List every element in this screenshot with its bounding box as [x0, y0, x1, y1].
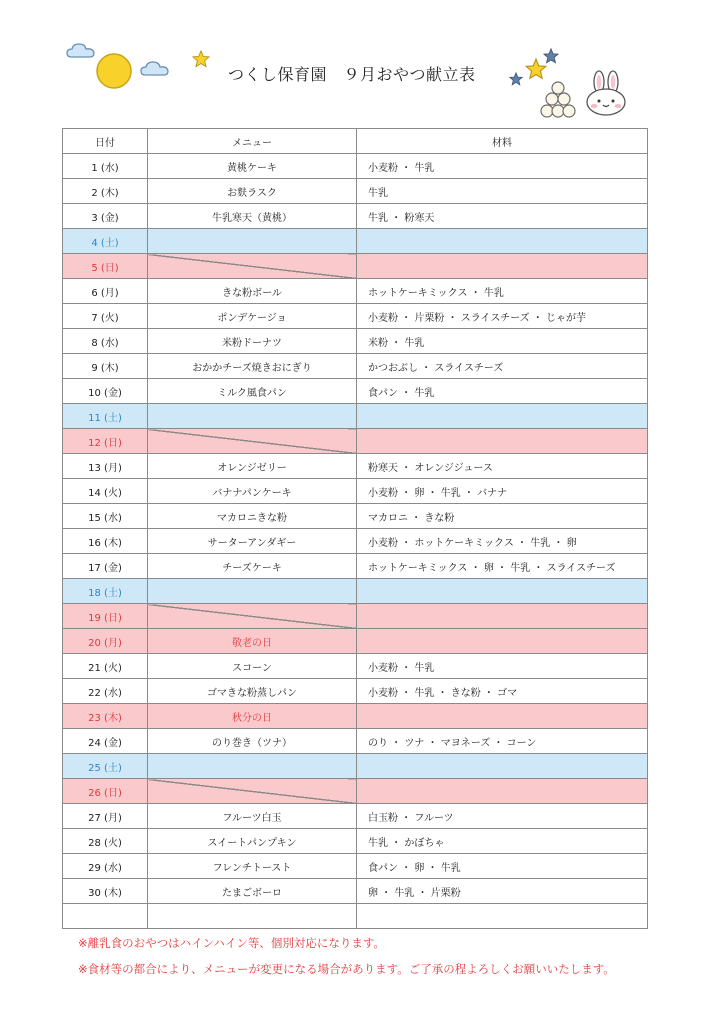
table-row [63, 804, 648, 829]
menu-cell [148, 579, 357, 604]
menu-cell: フレンチトースト [148, 854, 357, 879]
footnotes [78, 935, 615, 987]
star-icon [192, 50, 210, 68]
materials-cell: 小麦粉 ・ 牛乳 [357, 654, 648, 679]
materials-cell [357, 229, 648, 254]
table-row [63, 654, 648, 679]
date-cell: 29 (水) [63, 854, 148, 879]
date-cell: 17 (金) [63, 554, 148, 579]
materials-cell [357, 429, 648, 454]
materials-cell: 食パン ・ 牛乳 [357, 379, 648, 404]
menu-cell: 米粉ドーナツ [148, 329, 357, 354]
materials-cell: 牛乳 ・ 粉寒天 [357, 204, 648, 229]
menu-cell: のり巻き（ツナ） [148, 729, 357, 754]
menu-cell: マカロニきな粉 [148, 504, 357, 529]
footnote-weaning: ※離乳食のおやつはハインハイン等、個別対応になります。 [78, 936, 385, 950]
menu-cell: おかかチーズ焼きおにぎり [148, 354, 357, 379]
table-row [63, 354, 648, 379]
table-row [63, 329, 648, 354]
table-row [63, 829, 648, 854]
menu-cell [148, 404, 357, 429]
materials-cell [357, 904, 648, 929]
table-row [63, 379, 648, 404]
date-cell: 1 (水) [63, 154, 148, 179]
column-header-materials: 材料 [357, 129, 648, 154]
menu-cell: きな粉ボール [148, 279, 357, 304]
date-cell: 3 (金) [63, 204, 148, 229]
materials-cell: 卵 ・ 牛乳 ・ 片栗粉 [357, 879, 648, 904]
star-icon [509, 72, 523, 86]
table-row [63, 779, 648, 804]
column-header-menu: メニュー [148, 129, 357, 154]
menu-cell: ポンデケージョ [148, 304, 357, 329]
date-cell: 15 (水) [63, 504, 148, 529]
date-cell: 12 (日) [63, 429, 148, 454]
star-icon [525, 58, 547, 80]
table-row [63, 204, 648, 229]
table-row [63, 454, 648, 479]
page-title: つくし保育園 ９月おやつ献立表 [228, 65, 476, 84]
materials-cell: ホットケーキミックス ・ 牛乳 [357, 279, 648, 304]
date-cell: 8 (水) [63, 329, 148, 354]
date-cell: 7 (火) [63, 304, 148, 329]
menu-cell: ゴマきな粉蒸しパン [148, 679, 357, 704]
date-cell: 6 (月) [63, 279, 148, 304]
date-cell: 24 (金) [63, 729, 148, 754]
table-row [63, 579, 648, 604]
table-row [63, 229, 648, 254]
materials-cell [357, 629, 648, 654]
table-row [63, 704, 648, 729]
materials-cell: 牛乳 [357, 179, 648, 204]
table-row [63, 479, 648, 504]
menu-cell: たまごボーロ [148, 879, 357, 904]
menu-cell: サーターアンダギー [148, 529, 357, 554]
date-cell: 16 (木) [63, 529, 148, 554]
table-row [63, 729, 648, 754]
date-cell: 22 (水) [63, 679, 148, 704]
menu-cell: 秋分の日 [148, 704, 357, 729]
menu-cell [148, 229, 357, 254]
menu-cell: 黄桃ケーキ [148, 154, 357, 179]
date-cell: 18 (土) [63, 579, 148, 604]
materials-cell [357, 579, 648, 604]
materials-cell: 米粉 ・ 牛乳 [357, 329, 648, 354]
date-cell: 9 (木) [63, 354, 148, 379]
date-cell: 25 (土) [63, 754, 148, 779]
menu-cell [148, 254, 357, 279]
materials-cell: 小麦粉 ・ 片栗粉 ・ スライスチーズ ・ じゃが芋 [357, 304, 648, 329]
date-cell: 21 (火) [63, 654, 148, 679]
table-row [63, 629, 648, 654]
table-row [63, 179, 648, 204]
materials-cell [357, 779, 648, 804]
footnote-menu-change: ※食材等の都合により、メニューが変更になる場合があります。ご了承の程よろしくお願いいたします。 [78, 962, 615, 976]
menu-cell: お麩ラスク [148, 179, 357, 204]
date-cell: 19 (日) [63, 604, 148, 629]
menu-cell: オレンジゼリー [148, 454, 357, 479]
menu-cell: ミルク風食パン [148, 379, 357, 404]
date-cell: 26 (日) [63, 779, 148, 804]
table-row [63, 429, 648, 454]
menu-cell: チーズケーキ [148, 554, 357, 579]
date-cell: 5 (日) [63, 254, 148, 279]
date-cell: 20 (月) [63, 629, 148, 654]
menu-cell [148, 429, 357, 454]
date-cell: 27 (月) [63, 804, 148, 829]
date-cell: 23 (木) [63, 704, 148, 729]
table-row [63, 904, 648, 929]
menu-cell [148, 604, 357, 629]
moon-icon [95, 52, 133, 90]
date-cell: 14 (火) [63, 479, 148, 504]
date-cell: 2 (木) [63, 179, 148, 204]
materials-cell: 小麦粉 ・ 卵 ・ 牛乳 ・ バナナ [357, 479, 648, 504]
materials-cell [357, 254, 648, 279]
materials-cell: 小麦粉 ・ ホットケーキミックス ・ 牛乳 ・ 卵 [357, 529, 648, 554]
materials-cell: 牛乳 ・ かぼちゃ [357, 829, 648, 854]
materials-cell: のり ・ ツナ ・ マヨネーズ ・ コーン [357, 729, 648, 754]
rabbit-icon [584, 70, 628, 116]
date-cell: 11 (土) [63, 404, 148, 429]
table-row [63, 404, 648, 429]
table-row [63, 854, 648, 879]
materials-cell: マカロニ ・ きな粉 [357, 504, 648, 529]
table-header-row [63, 129, 648, 154]
cloud-icon [66, 42, 96, 60]
menu-cell: フルーツ白玉 [148, 804, 357, 829]
table-row [63, 504, 648, 529]
date-cell: 30 (木) [63, 879, 148, 904]
table-row [63, 754, 648, 779]
materials-cell: かつおぶし ・ スライスチーズ [357, 354, 648, 379]
date-cell: 4 (土) [63, 229, 148, 254]
menu-cell: 敬老の日 [148, 629, 357, 654]
menu-cell: 牛乳寒天（黄桃） [148, 204, 357, 229]
materials-cell: 食パン ・ 卵 ・ 牛乳 [357, 854, 648, 879]
materials-cell: 粉寒天 ・ オレンジジュース [357, 454, 648, 479]
table-row [63, 604, 648, 629]
date-cell [63, 904, 148, 929]
materials-cell [357, 404, 648, 429]
table-row [63, 529, 648, 554]
table-row [63, 304, 648, 329]
materials-cell [357, 604, 648, 629]
column-header-date: 日付 [63, 129, 148, 154]
table-row [63, 154, 648, 179]
date-cell: 10 (金) [63, 379, 148, 404]
materials-cell: 小麦粉 ・ 牛乳 ・ きな粉 ・ ゴマ [357, 679, 648, 704]
table-row [63, 554, 648, 579]
snack-menu-table [62, 128, 648, 929]
menu-cell: スコーン [148, 654, 357, 679]
materials-cell: 小麦粉 ・ 牛乳 [357, 154, 648, 179]
cloud-icon [140, 60, 170, 78]
table-row [63, 679, 648, 704]
menu-cell: スイートパンプキン [148, 829, 357, 854]
menu-cell: バナナパンケーキ [148, 479, 357, 504]
date-cell: 13 (月) [63, 454, 148, 479]
materials-cell: ホットケーキミックス ・ 卵 ・ 牛乳 ・ スライスチーズ [357, 554, 648, 579]
materials-cell: 白玉粉 ・ フルーツ [357, 804, 648, 829]
materials-cell [357, 704, 648, 729]
menu-cell [148, 904, 357, 929]
materials-cell [357, 754, 648, 779]
table-row [63, 254, 648, 279]
menu-cell [148, 754, 357, 779]
page-header [0, 0, 725, 128]
table-row [63, 879, 648, 904]
table-row [63, 279, 648, 304]
menu-cell [148, 779, 357, 804]
date-cell: 28 (火) [63, 829, 148, 854]
tsukimi-dango-icon [540, 80, 576, 120]
